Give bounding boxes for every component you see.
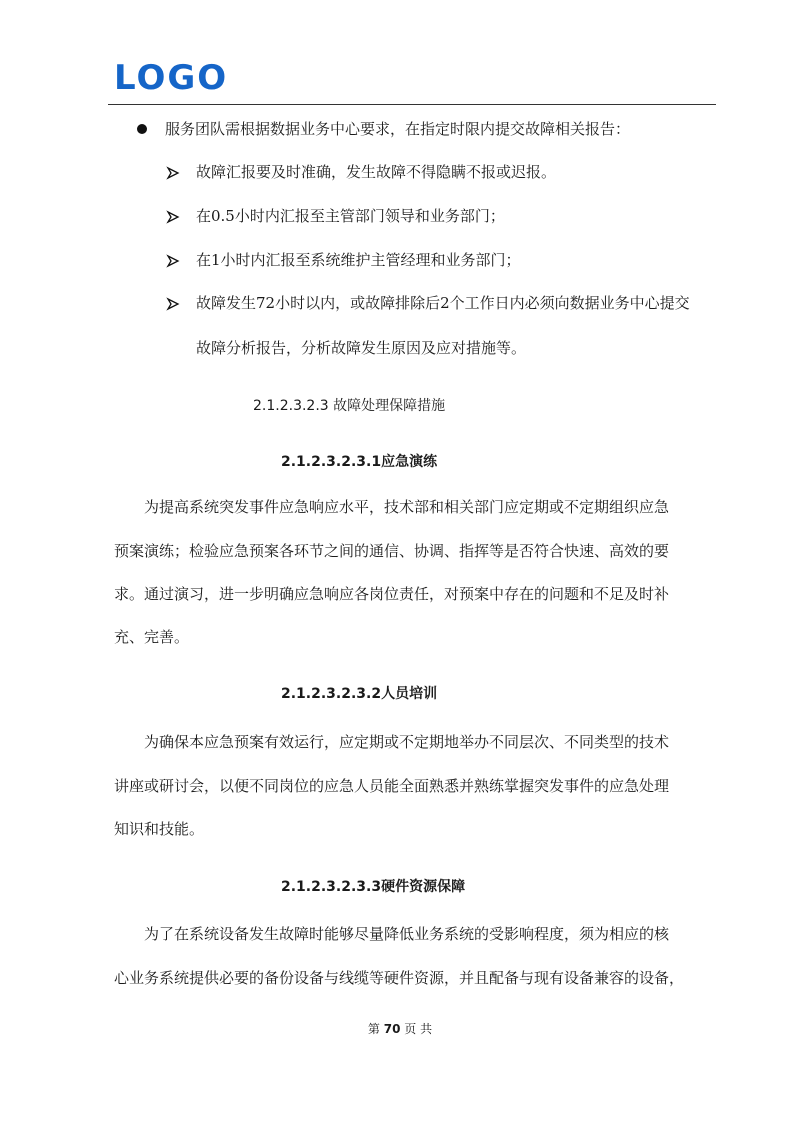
arrow-bullet-icon xyxy=(166,254,180,268)
footer-suffix: 共 xyxy=(420,1022,433,1036)
paragraph-line: 知识和技能。 xyxy=(114,820,205,838)
arrow-bullet-icon xyxy=(166,210,180,224)
report-item-continuation: 故障分析报告，分析故障发生原因及应对措施等。 xyxy=(196,339,527,357)
report-item: 在0.5小时内汇报至主管部门领导和业务部门； xyxy=(196,207,505,225)
footer-prefix: 第 xyxy=(367,1022,380,1036)
section-title: 故障处理保障措施 xyxy=(333,398,446,414)
paragraph-line: 充、完善。 xyxy=(114,628,190,646)
report-item: 在1小时内汇报至系统维护主管经理和业务部门； xyxy=(196,251,521,269)
footer-middle: 页 xyxy=(404,1022,417,1036)
subsection-heading xyxy=(281,684,437,704)
page-number: 70 xyxy=(383,1022,401,1036)
paragraph-line: 预案演练；检验应急预案各环节之间的通信、协调、指挥等是否符合快速、高效的要 xyxy=(114,542,670,560)
paragraph-line: 讲座或研讨会，以便不同岗位的应急人员能全面熟悉并熟练掌握突发事件的应急处理 xyxy=(114,777,670,795)
section-number: 2.1.2.3.2.3 xyxy=(253,398,329,414)
paragraph-line: 为确保本应急预案有效运行，应定期或不定期地举办不同层次、不同类型的技术 xyxy=(144,733,670,751)
arrow-bullet-icon xyxy=(166,297,180,311)
logo: LOGO xyxy=(114,58,229,98)
paragraph-line: 为了在系统设备发生故障时能够尽量降低业务系统的受影响程度，须为相应的核 xyxy=(144,925,670,943)
bullet-dot-icon xyxy=(137,124,147,134)
page-footer xyxy=(0,1020,800,1038)
header-divider xyxy=(108,104,716,105)
subsection-heading xyxy=(281,452,437,472)
subsection-title: 硬件资源保障 xyxy=(381,879,466,895)
subsection-title: 人员培训 xyxy=(381,686,438,702)
report-bullet-text: 服务团队需根据数据业务中心要求，在指定时限内提交故障相关报告： xyxy=(165,120,631,138)
subsection-heading xyxy=(281,877,465,897)
subsection-title: 应急演练 xyxy=(381,454,438,470)
report-item: 故障发生72小时以内，或故障排除后2个工作日内必须向数据业务中心提交 xyxy=(196,294,690,312)
report-item: 故障汇报要及时准确，发生故障不得隐瞒不报或迟报。 xyxy=(196,163,557,181)
paragraph-line: 求。通过演习，进一步明确应急响应各岗位责任，对预案中存在的问题和不足及时补 xyxy=(114,585,670,603)
section-heading xyxy=(253,396,445,416)
paragraph-line: 心业务系统提供必要的备份设备与线缆等硬件资源，并且配备与现有设备兼容的设备， xyxy=(114,969,685,987)
arrow-bullet-icon xyxy=(166,166,180,180)
paragraph-line: 为提高系统突发事件应急响应水平，技术部和相关部门应定期或不定期组织应急 xyxy=(144,498,670,516)
subsection-number: 2.1.2.3.2.3.2 xyxy=(281,686,382,702)
subsection-number: 2.1.2.3.2.3.1 xyxy=(281,454,382,470)
subsection-number: 2.1.2.3.2.3.3 xyxy=(281,879,382,895)
